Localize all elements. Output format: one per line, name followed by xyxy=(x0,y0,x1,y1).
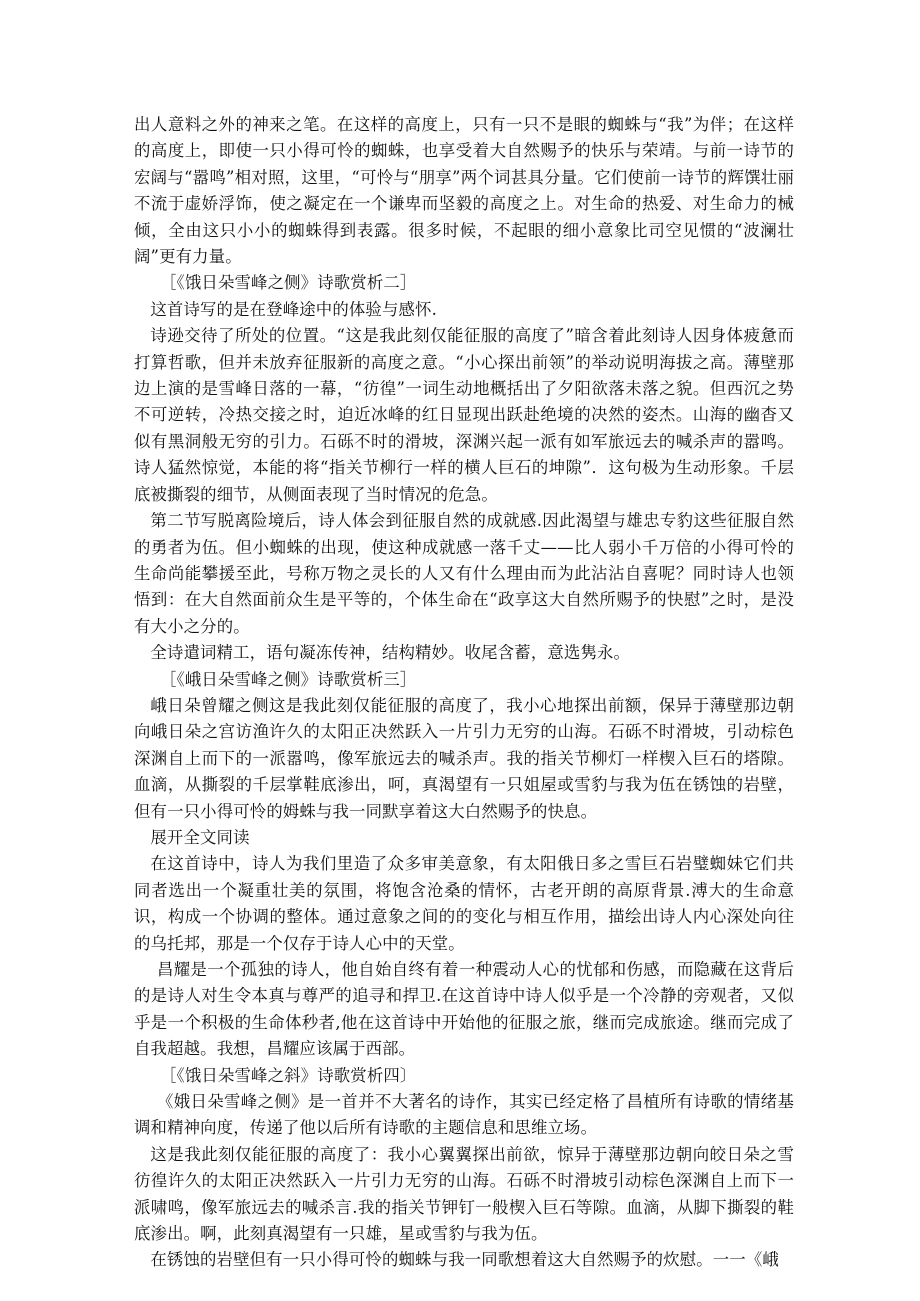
section-heading-3: ［《峨日朵雪峰之侧》诗歌赏析三］ xyxy=(160,669,417,689)
paragraph-10: 这是我此刻仅能征服的高度了：我小心翼翼探出前欲，惊异于薄壁那边朝向皎日朵之雪彷徨许久的太阳正决然跃入一片引力无穷的山海。石砾不时滑坡引动棕色深渊自上而下一派啸鸣，像军旅远去的喊杀言.我的指关节钾钉一般楔入巨石等隙。血滴，从脚下撕裂的鞋底渗出。啊，此刻真渴望有一只雄，星或雪豹与我为伍。 xyxy=(134,1144,794,1244)
paragraph-1: 出人意料之外的神来之笔。在这样的高度上，只有一只不是眼的蜘蛛与“我”为伴；在这样的高度上，即使一只小得可怜的蜘蛛，也享受着大自然赐予的快乐与荣靖。与前一诗节的宏阔与“嚣鸣”相对照，这里，“可怜与“朋享”两个词甚具分量。它们使前一诗节的辉馔壮丽不流于虚娇浮饰，使之凝定在一个谦卑而坚毅的高度之上。对生命的热爱、对生命力的械倾，全由这只小小的蜘蛛得到表露。很多时候，不起眼的细小意象比司空见惯的“波澜壮阔”更有力量。 xyxy=(134,115,794,267)
section-heading-4: ［《饿日朵雪峰之斜》诗歌赏析四〕 xyxy=(160,1065,417,1085)
paragraph-3: 诗逊交待了所处的位置。“这是我此刻仅能征服的高度了”暗含着此刻诗人因身体疲惫而打算哲歌，但并未放弃征服新的高度之意。“小心探出前领”的举动说明海拔之高。薄壁那边上演的是雪峰日落的一幕，“彷徨”一词生动地概括出了夕阳欲落未落之貌。但西沉之势不可逆转，冷热交接之时，迫近冰峰的红日显现出跃赴绝境的决然的姿杰。山海的幽杳又似有黑洞般无穷的引力。石砾不时的滑坡，深渊兴起一派有如军旅远去的喊杀声的嚣鸣。诗人猛然惊觉，本能的将“指关节柳行一样的横人巨石的坤隙”．这句极为生动形象。千层底被撕裂的细节，从侧面表现了当时情况的危急。 xyxy=(134,326,794,504)
paragraph-5: 全诗遣词精工，语句凝冻传神，结构精妙。收尾含蓄，意选隽永。 xyxy=(150,643,631,663)
document-body xyxy=(134,112,794,1274)
paragraph-7: 在这首诗中，诗人为我们里造了众多审美意象，有太阳俄日多之雪巨石岩璧蜘妹它们共同者选出一个凝重壮美的氛围，将饱含沧桑的情怀，古老开朗的高原背景.溥大的生命意识，构成一个协调的整体。通过意象之间的的变化与相互作用，描绘出诗人内心深处向往的乌托邦，那是一个仅存于诗人心中的天堂。 xyxy=(134,854,794,953)
section-heading-2: ［《饿日朵雪峰之侧》诗歌赏析二］ xyxy=(160,273,417,293)
paragraph-2: 这首诗写的是在登峰途中的体验与感怀. xyxy=(150,299,437,319)
expand-full-text-link[interactable]: 展开全文同读 xyxy=(150,827,250,847)
paragraph-6: 峨日朵曾耀之侧这是我此刻仅能征服的高度了，我小心地探出前额，保异于薄壁那边朝向峨日朵之宫访渔许久的太阳正决然跃入一片引力无穷的山海。石砾不时滑坡，引动棕色深渊自上而下的一派嚣鸣，像军旅远去的喊杀声。我的指关节柳灯一样楔入巨石的塔隙。血滴，从撕裂的千层掌鞋底渗出，呵，真渴望有一只姐屋或雪豹与我为伍在锈蚀的岩壁，但有一只小得可怜的姆蛛与我一同默享着这大白然赐予的快息。 xyxy=(134,695,794,821)
paragraph-4: 第二节写脱离险境后，诗人体会到征服自然的成就感.因此渴望与雄忠专豹这些征服自然的勇者为伍。但小蜘蛛的出现，使这种成就感一落千丈——比人弱小千万倍的小得可怜的生命尚能攀援至此，号称万物之灵长的人又有什么理由而为此沾沾自喜呢？同时诗人也领悟到：在大自然面前众生是平等的，个体生命在“政享这大自然所赐予的快慰”之时，是没有大小之分的。 xyxy=(134,511,794,636)
paragraph-11: 在锈蚀的岩壁但有一只小得可怜的蜘蛛与我一同歌想着这大自然赐予的炊慰。一一《峨 xyxy=(150,1250,779,1270)
paragraph-9: 《娥日朵雪峰之侧》是一首并不大著名的诗作，其实已经定格了昌植所有诗歌的情绪基调和精神向度，传递了他以后所有诗歌的主题信息和思维立场。 xyxy=(134,1092,794,1138)
paragraph-8: 昌耀是一个孤独的诗人，他自始自终有着一种震动人心的忧郁和伤感，而隐藏在这背后的是诗人对生令本真与尊严的追寻和捍卫.在这首诗中诗人似乎是一个冷静的旁观者，又似乎是一个积极的生命体秒者,他在这首诗中开始他的征服之旅，继而完成旅途。继而完成了自我超越。我想，昌耀应该属于西部。 xyxy=(134,960,794,1059)
